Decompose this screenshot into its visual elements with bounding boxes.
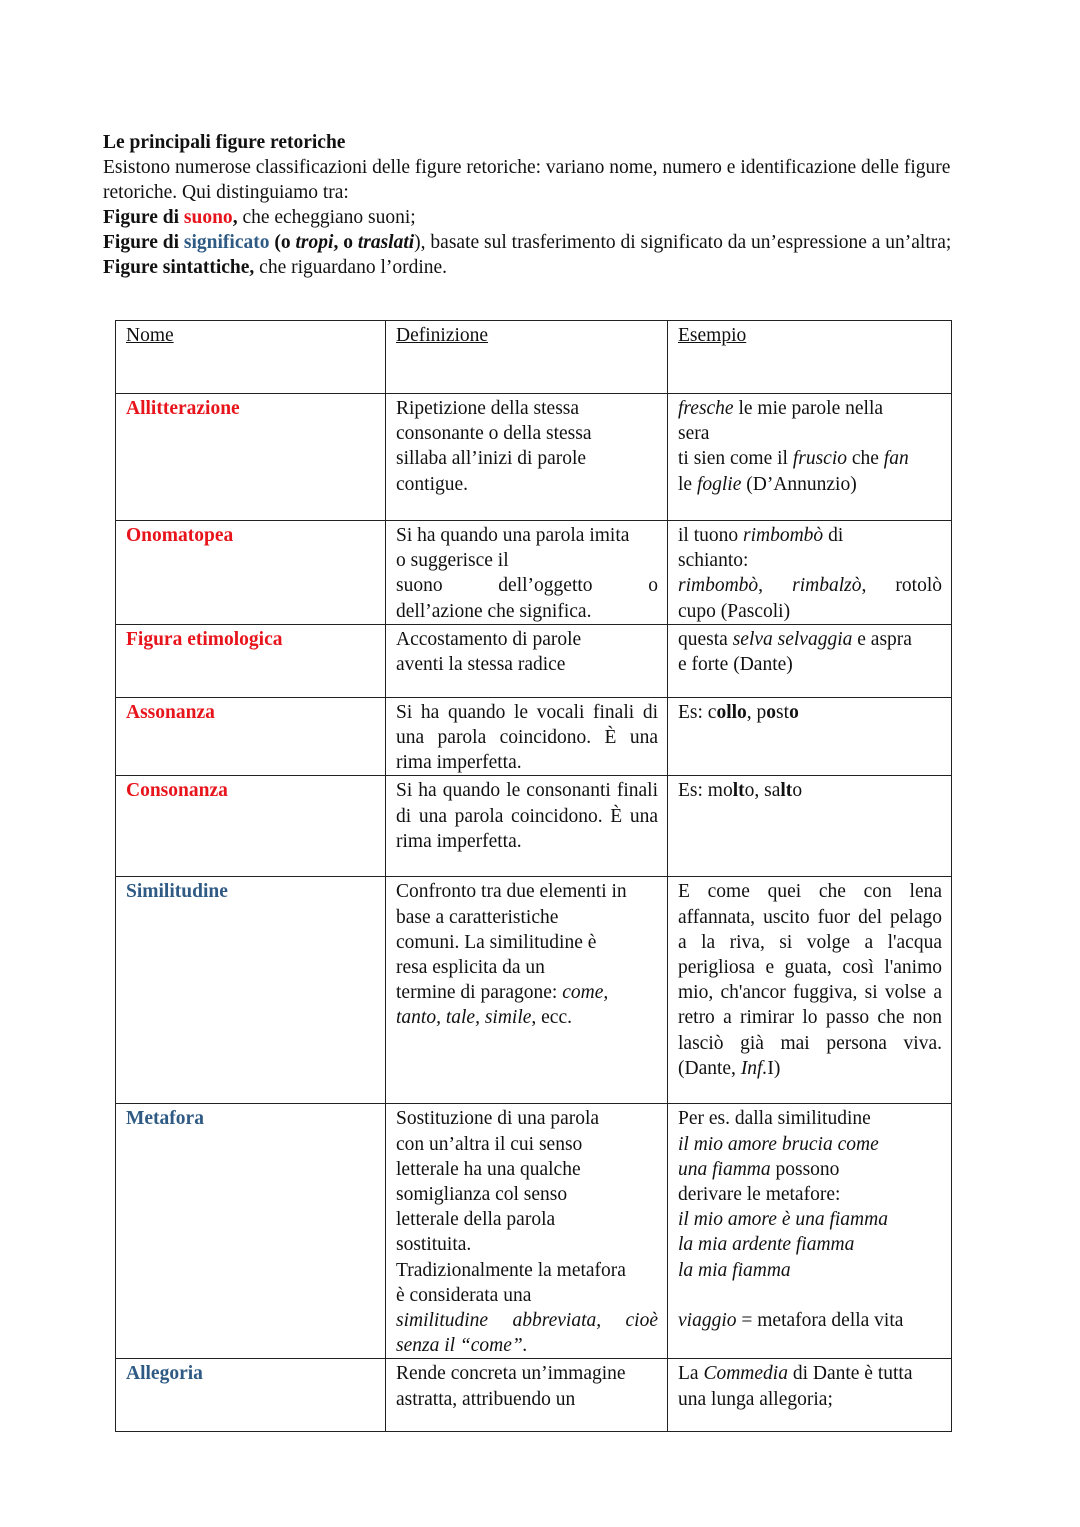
- example-text: , sa: [754, 780, 781, 802]
- definition-cell: [386, 697, 668, 776]
- example-text: La: [678, 1363, 704, 1385]
- example-line: cupo (Pascoli): [678, 600, 791, 622]
- highlight: lt: [732, 780, 745, 802]
- example-text: che: [846, 448, 884, 470]
- example-text: c: [707, 701, 717, 723]
- italic-term: fan: [883, 448, 909, 470]
- table-row: [116, 624, 952, 697]
- figure-name: Onomatopea: [126, 525, 234, 546]
- definition-line: con un’altra il cui senso: [396, 1133, 583, 1155]
- example-text: Es: mo: [678, 780, 733, 802]
- example-text: Es:: [678, 701, 708, 723]
- definition-line: similitudine abbreviata, cioè: [396, 1310, 658, 1332]
- example-text: E come quei che con lena affannata, uscito fuor del pelago a la riva, si volge a l'acqua perigliosa e guata, così l'animo mio, ch'ancor fuggiva, si volse a retro a rimirar lo passo che non lasciò già mai persona viva. (Dante,: [678, 881, 942, 1079]
- example-text: (D’Annunzio): [741, 473, 857, 495]
- example-text: o: [744, 780, 755, 802]
- definition-line: o suggerisce il: [396, 550, 509, 572]
- definition-cell: [386, 624, 668, 697]
- definition-line: resa esplicita da un: [396, 957, 545, 979]
- figure-name: Allegoria: [126, 1363, 203, 1385]
- definition-line: sillaba all’inizi di parole: [396, 448, 587, 470]
- definition-line: Sostituzione di una parola: [396, 1108, 600, 1130]
- example-cell: [668, 697, 952, 776]
- example-line: [678, 396, 942, 421]
- category-label: Figure di: [103, 232, 184, 253]
- name-cell: [116, 394, 386, 521]
- italic-term: selva selvaggia: [732, 628, 853, 650]
- name-cell: [116, 521, 386, 625]
- highlight: o: [789, 701, 799, 723]
- category-sound: [103, 205, 983, 230]
- definition-line: sostituita.: [396, 1234, 472, 1256]
- category-key-sound: suono: [183, 207, 233, 228]
- example-line: [678, 446, 942, 471]
- table-row: [116, 776, 952, 877]
- table-row: [116, 1104, 952, 1359]
- definition-line: base a caratteristiche: [396, 906, 559, 928]
- highlight: ollo: [716, 701, 747, 723]
- category-label: Figure di: [103, 207, 184, 228]
- punctuation: (o: [269, 232, 296, 253]
- name-cell: [116, 697, 386, 776]
- definition-line: astratta, attribuendo un: [396, 1388, 576, 1410]
- name-cell: [116, 877, 386, 1104]
- example-line: [678, 1361, 942, 1386]
- definition-line: Si ha quando una parola imita: [396, 525, 630, 546]
- name-cell: [116, 1359, 386, 1432]
- example-text: o: [792, 780, 803, 802]
- example-line: e forte (Dante): [678, 654, 793, 676]
- example-line: [678, 1157, 942, 1182]
- figure-name: Allitterazione: [126, 398, 240, 419]
- italic-term: Inf.: [740, 1057, 768, 1079]
- intro-paragraph: Esistono numerose classificazioni delle figure retoriche: variano nome, numero e identificazione delle figure retoriche. Qui distinguiamo tra:: [103, 157, 951, 203]
- example-cell: [668, 1359, 952, 1432]
- table-header-row: [116, 321, 952, 394]
- example-text: le: [678, 473, 697, 495]
- intro-section: [103, 130, 983, 280]
- definition-line: Rende concreta un’immagine: [396, 1363, 626, 1385]
- example-cell: [668, 624, 952, 697]
- definition-cell: [386, 1104, 668, 1359]
- example-text: st: [776, 701, 790, 723]
- definition-text: Si ha quando le consonanti finali di una parola coincidono. È una rima imperfetta.: [396, 780, 658, 852]
- name-cell: [116, 624, 386, 697]
- punctuation: ): [414, 232, 421, 253]
- definition-line: aventi la stessa radice: [396, 654, 566, 676]
- definition-line: contigue.: [396, 473, 469, 495]
- definition-text: Si ha quando le vocali finali di una parola coincidono. È una rima imperfetta.: [396, 701, 658, 774]
- example-line: la mia ardente fiamma: [678, 1234, 855, 1256]
- table-row: [116, 697, 952, 776]
- example-line: una lunga allegoria;: [678, 1388, 833, 1410]
- italic-term: rimbombò: [743, 525, 824, 546]
- example-text: il tuono: [678, 525, 744, 546]
- example-text: di Dante è tutta: [787, 1363, 913, 1385]
- example-line: [678, 472, 942, 497]
- definition-line: Confronto tra due elementi in: [396, 881, 627, 903]
- example-cell: [668, 394, 952, 521]
- example-line: derivare le metafore:: [678, 1184, 841, 1206]
- definition-line: Ripetizione della stessa: [396, 398, 580, 419]
- definition-line: letterale ha una qualche: [396, 1158, 581, 1180]
- example-text: ti sien come il: [678, 448, 793, 470]
- category-description: , basate sul trasferimento di significato da un’espressione a un’altra;: [420, 232, 952, 253]
- highlight: lt: [780, 780, 793, 802]
- header-name: Nome: [126, 325, 174, 346]
- italic-term: come,: [562, 982, 609, 1004]
- example-line: il mio amore brucia come: [678, 1133, 879, 1155]
- example-text: ,: [746, 701, 757, 723]
- example-text: le mie parole nella: [733, 398, 884, 419]
- name-cell: [116, 1104, 386, 1359]
- italic-term: una fiamma: [678, 1158, 771, 1180]
- definition-line: [396, 1005, 658, 1030]
- header-cell: [668, 321, 952, 394]
- figure-name: Metafora: [126, 1108, 204, 1130]
- figures-table: [115, 320, 952, 1432]
- definition-cell: [386, 394, 668, 521]
- term-traslati: traslati: [357, 232, 415, 253]
- figure-name: Assonanza: [126, 701, 215, 723]
- italic-term: Commedia: [703, 1363, 788, 1385]
- example-text: = metafora della vita: [736, 1310, 904, 1332]
- definition-line: somiglianza col senso: [396, 1184, 568, 1206]
- figure-name: Consonanza: [126, 780, 228, 802]
- italic-term: rimbalzò: [792, 575, 862, 597]
- example-line: [678, 1308, 942, 1333]
- category-label: Figure sintattiche,: [103, 257, 255, 278]
- italic-term: fresche: [678, 398, 734, 419]
- definition-line: Tradizionalmente la metafora: [396, 1259, 626, 1281]
- example-line: [678, 523, 942, 548]
- example-line: la mia fiamma: [678, 1259, 791, 1281]
- category-description: che echeggiano suoni;: [237, 207, 416, 228]
- definition-line: è considerata una: [396, 1284, 532, 1306]
- example-text: possono: [770, 1158, 840, 1180]
- italic-term: tanto, tale, simile: [396, 1007, 532, 1029]
- category-key-meaning: significato: [183, 232, 270, 253]
- example-line: [678, 573, 942, 598]
- definition-text: , ecc.: [531, 1007, 572, 1029]
- category-description: che riguardano l’ordine.: [254, 257, 448, 278]
- definition-text: termine di paragone:: [396, 982, 563, 1004]
- table-row: [116, 394, 952, 521]
- definition-cell: [386, 1359, 668, 1432]
- italic-term: rimbombò: [678, 575, 759, 597]
- page-title: Le principali figure retoriche: [103, 132, 346, 153]
- example-text: di: [823, 525, 844, 546]
- definition-line: comuni. La similitudine è: [396, 931, 597, 953]
- header-definition: Definizione: [396, 325, 489, 346]
- definition-line: dell’azione che significa.: [396, 600, 592, 622]
- definition-line: letterale della parola: [396, 1209, 556, 1231]
- definition-cell: [386, 877, 668, 1104]
- example-text: e aspra: [852, 628, 912, 650]
- table-row: [116, 521, 952, 625]
- example-cell: [668, 1104, 952, 1359]
- example-text: p: [756, 701, 767, 723]
- highlight: o: [766, 701, 777, 723]
- example-cell: [668, 776, 952, 877]
- example-text: questa: [678, 628, 733, 650]
- category-meaning: [103, 230, 983, 255]
- example-text: I): [767, 1057, 781, 1079]
- example-line: schianto:: [678, 550, 749, 572]
- name-cell: [116, 776, 386, 877]
- header-cell: [386, 321, 668, 394]
- header-cell: [116, 321, 386, 394]
- example-line: Per es. dalla similitudine: [678, 1108, 871, 1130]
- table-row: [116, 877, 952, 1104]
- example-cell: [668, 877, 952, 1104]
- figure-name: Similitudine: [126, 881, 228, 903]
- definition-line: [396, 980, 658, 1005]
- term-tropi: tropi: [295, 232, 334, 253]
- figure-name: Figura etimologica: [126, 628, 283, 650]
- definition-cell: [386, 776, 668, 877]
- example-text: ,: [758, 575, 793, 597]
- definition-cell: [386, 521, 668, 625]
- example-text: , rotolò: [861, 575, 942, 597]
- definition-line: consonante o della stessa: [396, 423, 592, 445]
- punctuation: , o: [333, 232, 358, 253]
- definition-line: senza il “come”.: [396, 1335, 528, 1357]
- table-row: [116, 1359, 952, 1432]
- italic-term: foglie: [696, 473, 742, 495]
- example-line: il mio amore è una fiamma: [678, 1209, 888, 1231]
- example-line: sera: [678, 423, 710, 445]
- example-line: [678, 627, 942, 652]
- punctuation: ,: [232, 207, 238, 228]
- example-cell: [668, 521, 952, 625]
- italic-term: viaggio: [678, 1310, 737, 1332]
- definition-line: Accostamento di parole: [396, 628, 582, 650]
- category-syntax: [103, 255, 983, 280]
- blank-line: [678, 1283, 942, 1308]
- italic-term: fruscio: [792, 448, 847, 470]
- header-example: Esempio: [678, 325, 747, 346]
- definition-line: suono dell’oggetto o: [396, 575, 658, 597]
